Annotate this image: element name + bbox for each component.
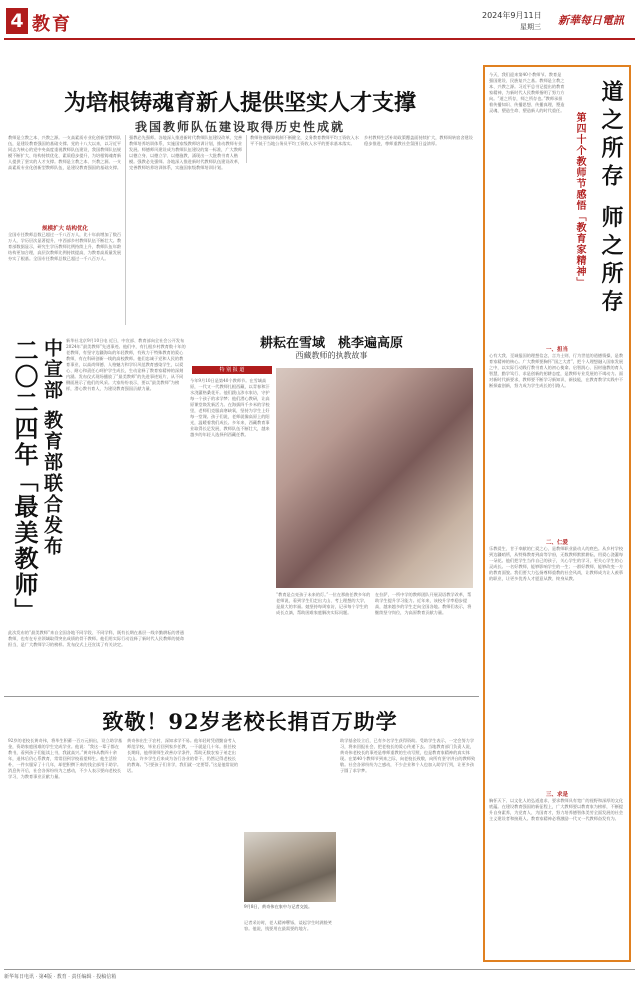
mid-feature-body-3: 在拉萨，一所中学的教师团队开展双语教学改革，帮助学生提升学习能力。近年来，该校升学率稳步提高，越来越多的学生走向全国各地。教师们表示，将继续坚守岗位，为高原教育贡献力量。 xyxy=(375,592,472,615)
commentary-body-2: 心有大我、至诚报国的理想信念，言为士则、行为世范的道德情操，是教育家精神的核心。广大教师要胸怀“国之大者”，把个人理想融入国家发展之中，以实际行动践行教书育人的初心使命。启智润心、因材施教的育人智慧，勤学笃行、求是创新的躬耕态度，是教师专业发展的不竭动力。面对新时代新要求，教师要不断学习新知识、新技能，在教育教学实践中不断探索创新，努力成为学生成长的引路人。 xyxy=(489,353,624,388)
section-rule xyxy=(4,696,479,697)
page-number: 4 xyxy=(6,8,28,34)
mid-feature-kicker: 特 别 报 道 xyxy=(192,366,272,374)
classroom-photo xyxy=(276,368,473,588)
bottom-photo-caption: 9月8日，黄奇伟在家中与记者交流。 xyxy=(244,904,313,909)
lead-col-1: 教师是立教之本、兴教之源。一支高素质专业化创新型教师队伍，是建设教育强国的基础支撑。党的十八大以来，以习近平同志为核心的党中央高度重视教师队伍建设，我国教师队伍规模不断扩大、结构持续优化、素质稳步提升，为培根铸魂育新人提供了坚实的人才支撑。教师是立教之本、兴教之源。一支高素质专业化创新型教师队伍，是建设教育强国的基础支撑。 xyxy=(8,135,122,170)
commentary-subhead-2: 二、仁爱 xyxy=(545,540,568,546)
footer-rule xyxy=(4,969,635,970)
commentary-title: 道之所存 师之所存 xyxy=(598,80,624,318)
footer-text: 新华每日电讯 · 第4版 · 教育 · 责任编辑 · 投稿信箱 xyxy=(4,974,117,980)
commentary-body-3: 乐教爱生、甘于奉献的仁爱之心，是教师职业最动人的底色。从乡村学校到边疆哨所，从特殊教育到高等学府，无数教师默默耕耘，用爱心浇灌每一朵花。他们把学生当作自己的孩子，关心学生的学习，更关心学生的心灵成长。一名好教师，能够影响学生的一生；一群好教师，能够改变一方的教育面貌。我们要大力弘扬尊师重教的社会风尚，让教师成为让人羡慕的职业，让更多优秀人才愿意从教、终身从教。 xyxy=(489,546,624,581)
vertical-story-title: 二〇二四年「最美教师」 xyxy=(10,338,39,624)
commentary-body-4: 胸怀天下、以文化人的弘道追求，要求教师具有宽广的视野和深厚的文化底蕴。在建设教育强国的新征程上，广大教师要以教育家为榜样，不断提升自身素养，为党育人、为国育才，努力培养德智体美劳全面发展的社会主义建设者和接班人。教育家精神必将激励一代又一代教师奋发有为。 xyxy=(489,798,624,821)
commentary-subhead-3: 三、求是 xyxy=(545,792,568,798)
commentary-subhead-1: 一、担当 xyxy=(545,347,568,353)
lead-headline: 为培根铸魂育新人提供坚实人才支撑 xyxy=(63,90,416,116)
commentary-body-1: 今天，我们迎来第40个教师节。教育是强国建设、民族复兴之基。教师是立教之本、兴教之源。习近平总书记提出的教育家精神，为新时代人民教师指明了努力方向。“道之所存，师之所存也。”教师承担着传播知识、传播思想、传播真理，塑造灵魂、塑造生命、塑造新人的时代重任。 xyxy=(489,72,565,113)
column-rule xyxy=(246,135,247,163)
column-rule xyxy=(125,135,126,325)
lead-col-1b: 全国专任教师总数已超过一千八百万人，比十年前增加了数百万人，学历层次显著提升，中西部乡村教师队伍不断壮大。教育部数据显示，研究生学历教师比例持续上升，教师队伍年龄结构更加合理，高层次教师比例持续提高，为教育高质量发展夯实了根基。全国专任教师总数已超过一千八百万人。 xyxy=(8,232,122,261)
lead-col-2: 强教必先强师。各地深入推进新时代教师队伍建设改革，完善教师培养培训体系，实施国家级教师培训计划，推动教师专业发展。师德师风建设成为教师队伍建设的第一标准，广大教师以德立身、以德立学、以德施教，涌现出一大批教书育人楷模。强教必先强师。各地深入推进新时代教师队伍建设改革，完善教师培养培训体系，实施国家级教师培训计划。 xyxy=(129,135,243,170)
mid-feature-body-1: 今年9月10日是第40个教师节。在雪域高原，一代又一代教师扎根西藏，以青春和汗水浇灌格桑花开。他们跋山涉水家访，守护每一个孩子的求学梦；他们潜心教研，让高原课堂焕发新活力。在海拔四千多米的学校里，老师们克服高寒缺氧，坚持为学生上好每一堂课。孩子们说，老师就像高原上的阳光，温暖着我们成长。多年来，西藏教育事业取得长足发展，教师队伍不断壮大，越来越多的年轻人选择到西藏任教。 xyxy=(190,378,270,437)
bottom-col-3a: 记者采访时，老人精神矍铄，谈起学生时满脸笑容。他说，钱要用在最需要的地方。 xyxy=(244,920,332,931)
header-rule xyxy=(4,38,635,40)
lead-col-3: 教师待遇保障机制不断健全，义务教育教师平均工资收入水平不低于当地公务员平均工资收入水平的要求基本落实。 xyxy=(250,135,359,146)
bottom-photo xyxy=(244,832,336,902)
mid-feature-body-2: “教育是点亮孩子未来的灯。”一位在那曲任教多年的老师说，看到学生们走出大山、考上理想的大学，是最大的幸福。她坚持每周家访，记录每个学生的成长点滴，帮助困难家庭解决实际问题。 xyxy=(276,592,371,615)
issue-date: 2024年9月11日 xyxy=(482,11,542,20)
vertical-story-body-2: 此次发布的“最美教师”来自全国各地不同学段、不同学科，既有长期在基层一线辛勤耕耘的普通教师，也有在专业领域取得突出成绩的骨干教师。他们用实际行动诠释了新时代人民教师的使命担当，是广大教师学习的榜样。发布仪式上还宣读了有关决定。 xyxy=(8,630,184,647)
lead-subhead-1: 规模扩大 结构优化 xyxy=(42,226,88,232)
bottom-col-4: 助学基金设立后，已有多名学生获得资助。受助学生表示，一定会努力学习，将来回报社会，把老校长的爱心传递下去。当地教育部门负责人说，黄奇伟老校长的事迹是尊师重教的生动写照，也是教育家精神的真实体现。在第40个教师节到来之际，向老校长致敬，向所有坚守讲台的教师致敬。社会各界纷纷为之感动，不少企业和个人也加入助学行列，让更多孩子圆了求学梦。 xyxy=(340,738,476,773)
mid-feature-headline: 耕耘在雪域 桃李遍高原 xyxy=(259,336,403,351)
issue-weekday: 星期三 xyxy=(520,23,541,31)
bottom-headline: 致敬！92岁老校长捐百万助学 xyxy=(102,709,398,734)
bottom-col-1: 92岁的老校长黄奇伟，将毕生积蓄一百万元捐出，设立助学基金，资助家庭困难的学生完成学业。他说：“我这一辈子都在教书，看到孩子们能读上书，我就高兴。”黄奇伟从教四十余年，退休后仍心系教育，常常回到学校看望师生。他生活俭朴，一件衣服穿了十几年，却把积攒下来的钱全部用于助学。消息传开后，社会各界纷纷为之感动，不少人表示要向老校长学习，为教育事业贡献力量。 xyxy=(8,738,123,779)
vertical-story-org: 中宣部 教育部联合发布 xyxy=(41,338,63,557)
masthead-brand: 新華每日電訊 xyxy=(558,14,624,27)
mid-feature-subheadline: 西藏教师的执教故事 xyxy=(295,351,368,360)
commentary-subtitle: 第四十个教师节感悟「教育家精神」 xyxy=(574,112,585,288)
bottom-col-2: 黄奇伟出生于农村，深知求学不易。他年轻时凭借勤奋考入师范学校，毕业后回到家乡任教，一干就是几十年。担任校长期间，他带领师生改善办学条件，帮助无数农家子弟走出大山。许多学生后来成为各行各业的骨干，仍然记得老校长的教诲。“只要孩子们肯学，我们就一定要帮。”这是他常说的话。 xyxy=(127,738,239,773)
section-title: 教育 xyxy=(32,14,72,35)
lead-col-4: 乡村教师生活补助政策覆盖面持续扩大，教师周转宿舍建设稳步推进，尊师重教社会氛围日益浓厚。 xyxy=(364,135,473,146)
lead-subheadline: 我国教师队伍建设取得历史性成就 xyxy=(134,120,345,134)
vertical-story-body: 新华社北京9月10日电 近日，中宣部、教育部向全社会公开发布2024年“最美教师”先进事迹。他们中，有扎根乡村教育数十年的老教师，有坚守边疆海岛的年轻教师，有致力于特殊教育的爱心教师，有在科研创新一线的高校教师。他们忠诚于党和人民的教育事业，以高尚师德、人格魅力和学识风范教育感染学生，以爱心、耐心和责任心呵护学生成长，生动诠释了教育家精神的深刻内涵。发布仪式现场播放了“最美教师”的先进事迹短片，从不同侧面展示了他们的风采。大家纷纷表示，要以“最美教师”为榜样，潜心教书育人，为建设教育强国贡献力量。 xyxy=(66,338,186,391)
